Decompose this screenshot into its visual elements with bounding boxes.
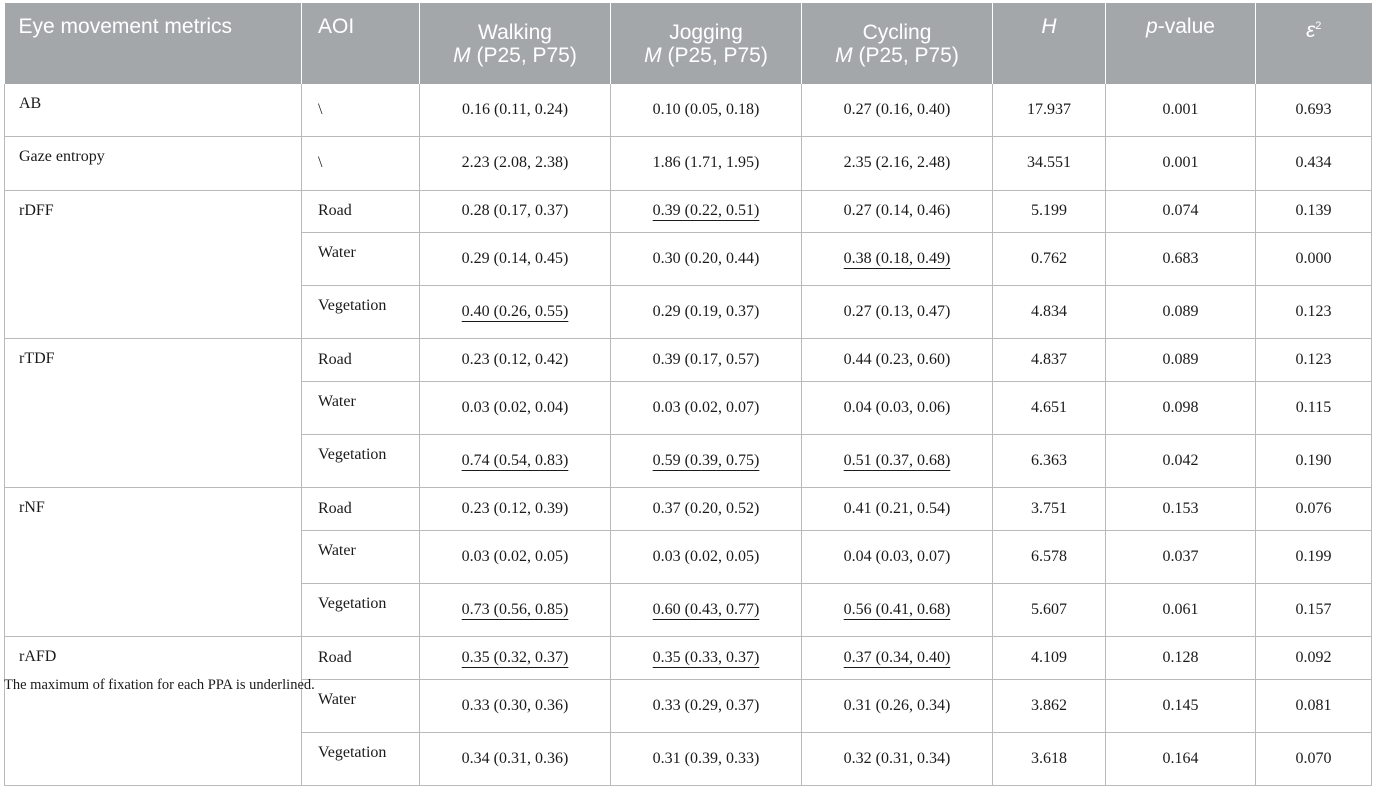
cell-jogging-value: 0.29 (0.19, 0.37): [652, 303, 760, 321]
cell-cycling-value: 0.04 (0.03, 0.06): [843, 398, 951, 416]
cell-aoi: Water: [302, 381, 420, 434]
header-metric: Eye movement metrics: [5, 3, 302, 84]
cell-walking-value: 0.73 (0.56, 0.85): [461, 601, 569, 619]
cell-eps: [1256, 84, 1372, 137]
cell-eps: [1256, 381, 1372, 434]
cell-walking-value: 0.33 (0.30, 0.36): [461, 696, 569, 714]
cell-jogging: [611, 637, 802, 679]
cell-eps-value: 0.123: [1295, 351, 1332, 369]
cell-eps-value: 0.139: [1295, 202, 1332, 220]
cell-h: [993, 530, 1106, 583]
header-aoi: AOI: [302, 3, 420, 84]
header-jogging-label: Jogging: [669, 20, 743, 44]
cell-eps-value: 0.092: [1295, 648, 1332, 666]
table-footnote: The maximum of fixation for each PPA is underlined.: [4, 677, 315, 693]
cell-walking: [420, 530, 611, 583]
cell-walking: [420, 232, 611, 285]
cell-h-value: 4.837: [1031, 351, 1067, 369]
cell-jogging-value: 0.39 (0.22, 0.51): [652, 202, 760, 220]
cell-cycling: [802, 435, 993, 488]
cell-walking: [420, 190, 611, 232]
stat-rest: (P25, P75): [852, 43, 959, 67]
cell-h-value: 4.651: [1031, 398, 1067, 416]
cell-p-value: 0.153: [1162, 500, 1199, 518]
cell-aoi: Vegetation: [302, 435, 420, 488]
cell-p: [1106, 84, 1256, 137]
cell-walking: [420, 583, 611, 636]
cell-eps: [1256, 637, 1372, 679]
cell-eps: [1256, 435, 1372, 488]
header-walking-stat: [420, 44, 610, 67]
cell-walking-value: 0.28 (0.17, 0.37): [461, 202, 569, 220]
cell-walking-value: 2.23 (2.08, 2.38): [461, 154, 569, 172]
cell-eps: [1256, 190, 1372, 232]
cell-h: [993, 381, 1106, 434]
cell-p: [1106, 435, 1256, 488]
cell-jogging: [611, 488, 802, 530]
cell-p-value: 0.089: [1162, 351, 1199, 369]
cell-jogging-value: 0.39 (0.17, 0.57): [652, 351, 760, 369]
cell-cycling: [802, 286, 993, 339]
cell-eps: [1256, 137, 1372, 190]
cell-eps-value: 0.115: [1295, 398, 1332, 416]
cell-p-value: 0.089: [1162, 303, 1199, 321]
cell-eps-value: 0.190: [1295, 452, 1332, 470]
cell-h: [993, 339, 1106, 381]
cell-eps-value: 0.076: [1295, 500, 1332, 518]
cell-p: [1106, 732, 1256, 785]
cell-walking-value: 0.40 (0.26, 0.55): [461, 303, 569, 321]
cell-walking-value: 0.23 (0.12, 0.39): [461, 500, 569, 518]
cell-cycling: [802, 84, 993, 137]
cell-h: [993, 232, 1106, 285]
cell-p-value: 0.074: [1162, 202, 1199, 220]
header-epsilon-symbol: ε: [1306, 19, 1316, 42]
cell-aoi: \: [302, 137, 420, 190]
cell-jogging-value: 0.59 (0.39, 0.75): [652, 452, 760, 470]
cell-eps: [1256, 488, 1372, 530]
cell-aoi: Water: [302, 530, 420, 583]
cell-eps: [1256, 339, 1372, 381]
cell-walking: [420, 488, 611, 530]
cell-h-value: 6.578: [1031, 547, 1067, 565]
cell-eps: [1256, 232, 1372, 285]
cell-h: [993, 732, 1106, 785]
cell-jogging: [611, 339, 802, 381]
cell-walking: [420, 679, 611, 732]
stat-m: M: [835, 43, 853, 67]
table-row: [5, 137, 1372, 190]
header-jogging: [611, 3, 802, 84]
cell-metric: AB: [5, 84, 302, 137]
cell-cycling-value: 0.51 (0.37, 0.68): [843, 452, 951, 470]
cell-p-value: 0.164: [1162, 750, 1199, 767]
cell-cycling-value: 0.41 (0.21, 0.54): [843, 500, 951, 518]
cell-h-value: 17.937: [1027, 101, 1071, 119]
cell-p: [1106, 381, 1256, 434]
cell-h: [993, 637, 1106, 679]
cell-eps: [1256, 530, 1372, 583]
cell-eps-value: 0.000: [1295, 250, 1332, 268]
results-table-container: [4, 3, 1371, 786]
cell-cycling-value: 0.27 (0.13, 0.47): [843, 303, 951, 321]
header-walking: [420, 3, 611, 84]
table-row: [5, 637, 1372, 679]
cell-walking-value: 0.29 (0.14, 0.45): [461, 250, 569, 268]
cell-jogging: [611, 435, 802, 488]
cell-metric: Gaze entropy: [5, 137, 302, 190]
cell-p-value: 0.128: [1162, 648, 1199, 666]
cell-cycling: [802, 137, 993, 190]
cell-h-value: 4.834: [1031, 303, 1067, 321]
cell-p: [1106, 232, 1256, 285]
cell-p: [1106, 530, 1256, 583]
cell-eps-value: 0.693: [1295, 101, 1332, 119]
cell-cycling-value: 0.32 (0.31, 0.34): [843, 750, 951, 767]
cell-metric: rDFF: [5, 190, 302, 339]
cell-eps-value: 0.070: [1295, 750, 1332, 767]
header-jogging-stat: [611, 44, 801, 67]
table-row: [5, 84, 1372, 137]
cell-p-value: 0.145: [1162, 696, 1199, 714]
cell-walking: [420, 137, 611, 190]
cell-aoi: Water: [302, 679, 420, 732]
cell-cycling-value: 0.27 (0.16, 0.40): [843, 101, 951, 119]
cell-h-value: 3.751: [1031, 500, 1067, 518]
cell-walking-value: 0.23 (0.12, 0.42): [461, 351, 569, 369]
cell-cycling: [802, 190, 993, 232]
cell-jogging-value: 1.86 (1.71, 1.95): [652, 154, 760, 172]
cell-p: [1106, 679, 1256, 732]
cell-h-value: 5.199: [1031, 202, 1067, 220]
cell-jogging: [611, 232, 802, 285]
cell-metric: rNF: [5, 488, 302, 637]
header-cycling-label: Cycling: [862, 20, 932, 44]
cell-h: [993, 488, 1106, 530]
cell-p: [1106, 190, 1256, 232]
header-p-value: [1106, 3, 1256, 84]
cell-p-value: 0.001: [1162, 154, 1199, 172]
cell-cycling: [802, 339, 993, 381]
stat-m: M: [644, 43, 662, 67]
cell-cycling-value: 0.31 (0.26, 0.34): [843, 696, 951, 714]
cell-cycling-value: 0.44 (0.23, 0.60): [843, 351, 951, 369]
cell-p: [1106, 488, 1256, 530]
cell-p-value: 0.683: [1162, 250, 1199, 268]
cell-walking-value: 0.74 (0.54, 0.83): [461, 452, 569, 470]
cell-h-value: 6.363: [1031, 452, 1067, 470]
cell-walking-value: 0.16 (0.11, 0.24): [461, 101, 569, 119]
cell-jogging-value: 0.03 (0.02, 0.07): [652, 398, 760, 416]
cell-p: [1106, 137, 1256, 190]
cell-jogging: [611, 381, 802, 434]
cell-p-value: 0.042: [1162, 452, 1199, 470]
cell-eps-value: 0.434: [1295, 154, 1332, 172]
cell-jogging-value: 0.03 (0.02, 0.05): [652, 547, 760, 565]
cell-p-value: 0.098: [1162, 398, 1199, 416]
cell-jogging-value: 0.37 (0.20, 0.52): [652, 500, 760, 518]
cell-eps-value: 0.081: [1295, 696, 1332, 714]
cell-eps-value: 0.157: [1295, 601, 1332, 619]
stat-rest: (P25, P75): [470, 43, 577, 67]
cell-metric: rTDF: [5, 339, 302, 488]
cell-eps: [1256, 583, 1372, 636]
cell-aoi: Vegetation: [302, 732, 420, 785]
cell-aoi: Road: [302, 637, 420, 679]
cell-walking-value: 0.03 (0.02, 0.05): [461, 547, 569, 565]
header-cycling: [802, 3, 993, 84]
cell-p-value: 0.037: [1162, 547, 1199, 565]
cell-walking-value: 0.35 (0.32, 0.37): [461, 648, 569, 666]
cell-eps: [1256, 679, 1372, 732]
cell-h: [993, 435, 1106, 488]
cell-h: [993, 84, 1106, 137]
cell-h-value: 34.551: [1027, 154, 1071, 172]
cell-h: [993, 583, 1106, 636]
cell-cycling: [802, 530, 993, 583]
header-cycling-stat: [802, 44, 992, 67]
cell-aoi: \: [302, 84, 420, 137]
cell-jogging: [611, 679, 802, 732]
cell-cycling: [802, 679, 993, 732]
header-p-italic: p: [1146, 15, 1158, 38]
cell-h-value: 3.618: [1031, 750, 1067, 767]
cell-aoi: Vegetation: [302, 583, 420, 636]
cell-eps-value: 0.199: [1295, 547, 1332, 565]
cell-jogging: [611, 583, 802, 636]
cell-walking: [420, 732, 611, 785]
cell-metric: rAFD: [5, 637, 302, 786]
cell-walking: [420, 84, 611, 137]
cell-walking: [420, 286, 611, 339]
cell-jogging-value: 0.31 (0.39, 0.33): [652, 750, 760, 767]
header-p-rest: -value: [1157, 15, 1215, 38]
cell-walking-value: 0.03 (0.02, 0.04): [461, 398, 569, 416]
cell-p: [1106, 637, 1256, 679]
cell-p: [1106, 286, 1256, 339]
cell-eps: [1256, 732, 1372, 785]
cell-jogging: [611, 286, 802, 339]
cell-cycling: [802, 488, 993, 530]
cell-cycling: [802, 381, 993, 434]
cell-aoi: Water: [302, 232, 420, 285]
cell-jogging-value: 0.10 (0.05, 0.18): [652, 101, 760, 119]
cell-h: [993, 137, 1106, 190]
cell-jogging: [611, 190, 802, 232]
header-row: [5, 3, 1372, 84]
stat-m: M: [453, 43, 471, 67]
cell-aoi: Vegetation: [302, 286, 420, 339]
table-row: [5, 339, 1372, 381]
cell-p: [1106, 583, 1256, 636]
cell-p-value: 0.061: [1162, 601, 1199, 619]
header-h: H: [993, 3, 1106, 84]
cell-cycling-value: 2.35 (2.16, 2.48): [843, 154, 951, 172]
cell-h-value: 3.862: [1031, 696, 1067, 714]
eye-movement-table: [4, 3, 1372, 786]
cell-jogging-value: 0.33 (0.29, 0.37): [652, 696, 760, 714]
cell-cycling-value: 0.56 (0.41, 0.68): [843, 601, 951, 619]
table-row: [5, 190, 1372, 232]
table-row: [5, 488, 1372, 530]
cell-jogging-value: 0.30 (0.20, 0.44): [652, 250, 760, 268]
cell-aoi: Road: [302, 339, 420, 381]
cell-jogging: [611, 530, 802, 583]
stat-rest: (P25, P75): [661, 43, 768, 67]
cell-p-value: 0.001: [1162, 101, 1199, 119]
cell-walking: [420, 381, 611, 434]
header-epsilon: [1256, 3, 1372, 84]
cell-aoi: Road: [302, 190, 420, 232]
cell-h: [993, 190, 1106, 232]
cell-p: [1106, 339, 1256, 381]
cell-walking: [420, 637, 611, 679]
header-walking-label: Walking: [478, 20, 552, 44]
cell-walking-value: 0.34 (0.31, 0.36): [461, 750, 569, 767]
cell-cycling-value: 0.27 (0.14, 0.46): [843, 202, 951, 220]
cell-cycling: [802, 637, 993, 679]
cell-cycling-value: 0.04 (0.03, 0.07): [843, 547, 951, 565]
cell-cycling: [802, 732, 993, 785]
cell-jogging: [611, 732, 802, 785]
cell-h: [993, 679, 1106, 732]
cell-h-value: 0.762: [1031, 250, 1067, 268]
cell-h-value: 5.607: [1031, 601, 1067, 619]
cell-jogging: [611, 137, 802, 190]
cell-jogging: [611, 84, 802, 137]
cell-cycling: [802, 232, 993, 285]
cell-cycling: [802, 583, 993, 636]
cell-cycling-value: 0.38 (0.18, 0.49): [843, 250, 951, 268]
cell-cycling-value: 0.37 (0.34, 0.40): [843, 648, 951, 666]
cell-eps-value: 0.123: [1295, 303, 1332, 321]
cell-eps: [1256, 286, 1372, 339]
cell-h: [993, 286, 1106, 339]
cell-aoi: Road: [302, 488, 420, 530]
cell-walking: [420, 435, 611, 488]
cell-walking: [420, 339, 611, 381]
cell-jogging-value: 0.35 (0.33, 0.37): [652, 648, 760, 666]
cell-h-value: 4.109: [1031, 648, 1067, 666]
cell-jogging-value: 0.60 (0.43, 0.77): [652, 601, 760, 619]
header-epsilon-sup: 2: [1315, 20, 1322, 32]
